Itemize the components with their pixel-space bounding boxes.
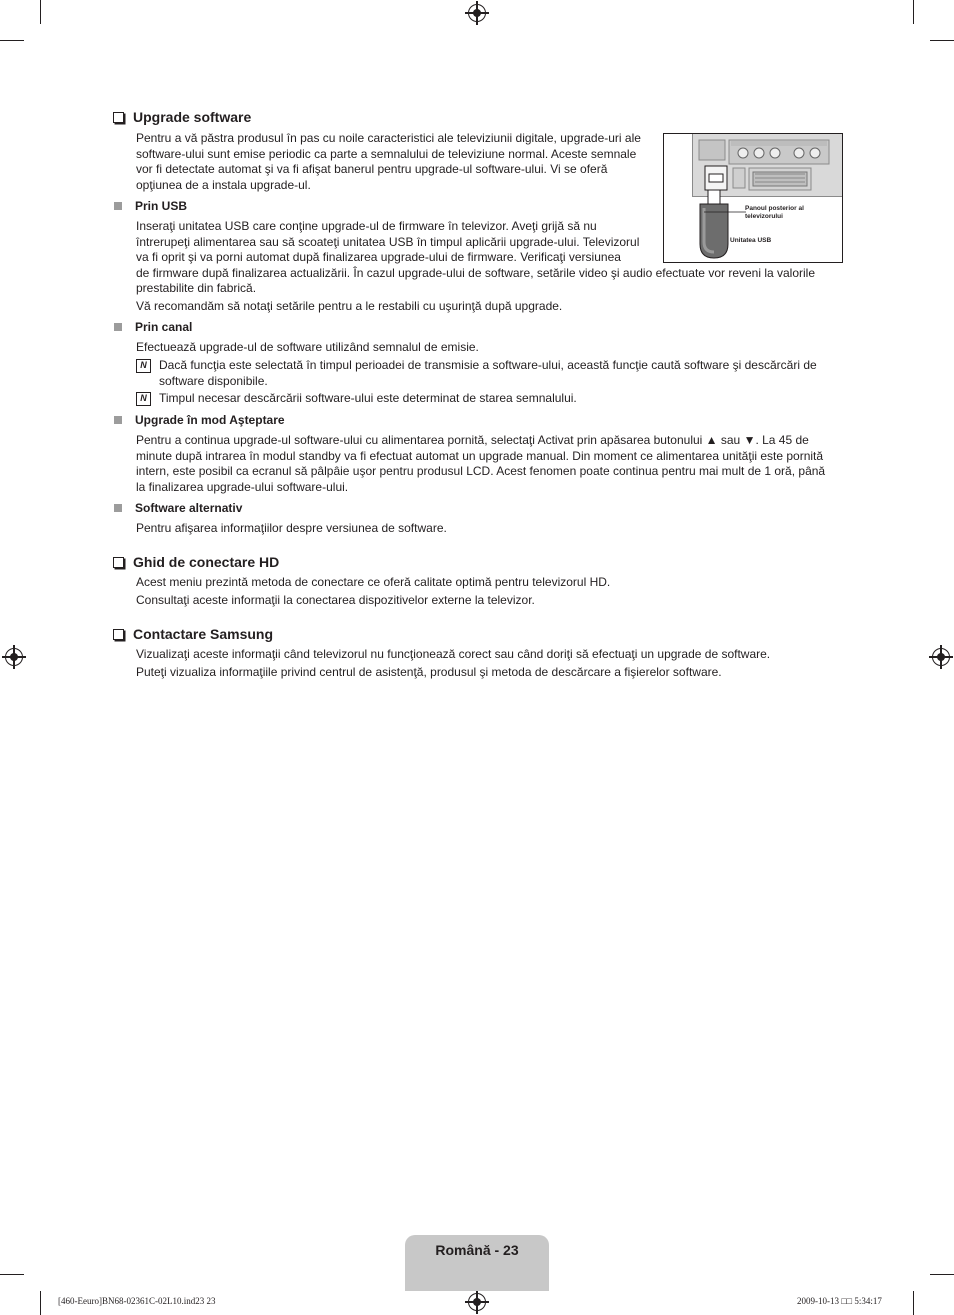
square-bullet-icon — [114, 504, 122, 512]
square-bullet-icon — [114, 202, 122, 210]
text-line: intern, este posibil ca ecranul să pâlpâie uşor pentru produsul LCD. Acest fenomen poate continua pentru mai mult de 1 oră, până — [136, 464, 826, 478]
note-icon: N — [136, 392, 151, 406]
usb-label: Unitatea USB — [730, 237, 772, 244]
text-line: va fi oprit şi va porni automat după finalizarea upgrade-ului de firmware. Verificaţi versiunea — [136, 250, 621, 264]
standby-text — [136, 433, 825, 495]
text-line: Vizualizaţi aceste informaţii când televizorul nu funcţionează corect sau când doriţi să efectuaţi un upgrade de software. — [136, 647, 771, 661]
text-line: întrerupeţi alimentarea sau să scoateţi unitatea USB în timpul aplicării upgrade-ului. Televizorul — [136, 234, 640, 249]
crop-mark — [40, 0, 41, 24]
page-number: Română - 23 — [435, 1242, 519, 1258]
text-line: software disponibile. — [159, 373, 268, 388]
tv-rear-panel — [692, 134, 843, 197]
text-line: Inseraţi unitatea USB care conţine upgrade-ul de firmware în televizor. Aveţi grijă să nu — [136, 219, 597, 233]
subheading-standby — [114, 413, 285, 427]
crop-mark — [930, 1274, 954, 1275]
crop-mark — [913, 1291, 914, 1315]
square-bullet-icon — [114, 416, 122, 424]
canal-text: Efectuează upgrade-ul de software utilizând semnalul de emisie. — [136, 340, 479, 354]
subheading-usb — [114, 199, 187, 213]
subheading-alt — [114, 501, 242, 515]
crop-mark — [913, 0, 914, 24]
note-item — [136, 391, 577, 407]
label-line: televizorului — [745, 213, 783, 220]
hd-text — [136, 575, 610, 608]
registration-mark-icon — [5, 648, 23, 666]
subheading-text: Prin canal — [135, 320, 193, 334]
text-line: Timpul necesar descărcării software-ului este determinat de starea semnalului. — [159, 391, 577, 405]
print-slug-left: [460-Eeuro]BN68-02361C-02L10.ind23 23 — [58, 1296, 216, 1306]
crop-mark — [40, 1291, 41, 1315]
samsung-text — [136, 647, 770, 680]
print-slug-right: 2009-10-13 □□ 5:34:17 — [797, 1296, 882, 1306]
text-line: de firmware după finalizarea actualizării. În cazul upgrade-ului de software, setările video şi audio efectuate vor reveni la valorile — [136, 265, 816, 280]
text-line: Puteţi vizualiza informaţiile privind centrul de asistenţă, produsul şi metoda de descărcare a fişierelor software. — [136, 664, 722, 679]
text-line: Acest meniu prezintă metoda de conectare ce oferă calitate optimă pentru televizorul HD. — [136, 575, 611, 589]
upgrade-intro — [136, 131, 641, 193]
heading-text: Contactare Samsung — [133, 626, 274, 642]
section-heading-upgrade — [113, 109, 251, 125]
text-line: software-ului sunt emise periodic ca parte a semnalului de televiziune normal. Aceste semnale — [136, 146, 637, 161]
registration-mark-icon — [932, 648, 950, 666]
note-icon: N — [136, 359, 151, 373]
section-heading-hd — [113, 554, 279, 570]
text-line: la finalizarea upgrade-ului software-ului. — [136, 479, 349, 494]
text-line: Consultaţi aceste informaţii la conectarea dispozitivelor externe la televizor. — [136, 592, 535, 607]
checkbox-bullet-icon — [113, 557, 124, 568]
subheading-canal — [114, 320, 192, 334]
section-heading-samsung — [113, 626, 273, 642]
crop-mark — [930, 40, 954, 41]
usb-text — [136, 219, 815, 314]
crop-mark — [0, 40, 24, 41]
text-line: Dacă funcţia este selectată în timpul perioadei de transmisie a software-ului, această funcţie caută software şi descărcări de — [159, 358, 817, 372]
registration-mark-icon — [468, 4, 486, 22]
square-bullet-icon — [114, 323, 122, 331]
note-item — [136, 358, 817, 389]
text-line: Pentru a vă păstra produsul în pas cu noile caracteristici ale televiziunii digitale, upgrade-uri ale — [136, 131, 641, 145]
subheading-text: Prin USB — [135, 199, 188, 213]
text-line: Pentru a continua upgrade-ul software-ului cu alimentarea pornită, selectaţi Activat prin apăsarea butonului ▲ sau ▼. La 45 de — [136, 433, 809, 447]
crop-mark — [0, 1274, 24, 1275]
heading-text: Ghid de conectare HD — [133, 554, 280, 570]
subheading-text: Upgrade în mod Aşteptare — [135, 413, 285, 427]
text-line: prestabilite din fabrică. — [136, 281, 257, 295]
text-line: minute după intrarea în modul standby va fi efectuat automat un upgrade manual. Din moment ce alimentarea unităţii este pornită — [136, 448, 824, 463]
text-line: opţiunea de a instala upgrade-ul. — [136, 177, 311, 192]
subheading-text: Software alternativ — [135, 501, 243, 515]
rear-panel-ports — [693, 134, 843, 196]
text-line: vor fi detectate automat şi va fi afişat banerul pentru upgrade-ul software-ului. Vi se oferă — [136, 162, 608, 176]
text-line: Vă recomandăm să notaţi setările pentru a le restabili cu uşurinţă după upgrade. — [136, 298, 563, 313]
registration-mark-icon — [468, 1293, 486, 1311]
heading-text: Upgrade software — [133, 109, 252, 125]
alt-text: Pentru afişarea informaţiilor despre versiunea de software. — [136, 521, 447, 535]
label-line: Panoul posterior al — [745, 205, 804, 212]
checkbox-bullet-icon — [113, 112, 124, 123]
checkbox-bullet-icon — [113, 629, 124, 640]
